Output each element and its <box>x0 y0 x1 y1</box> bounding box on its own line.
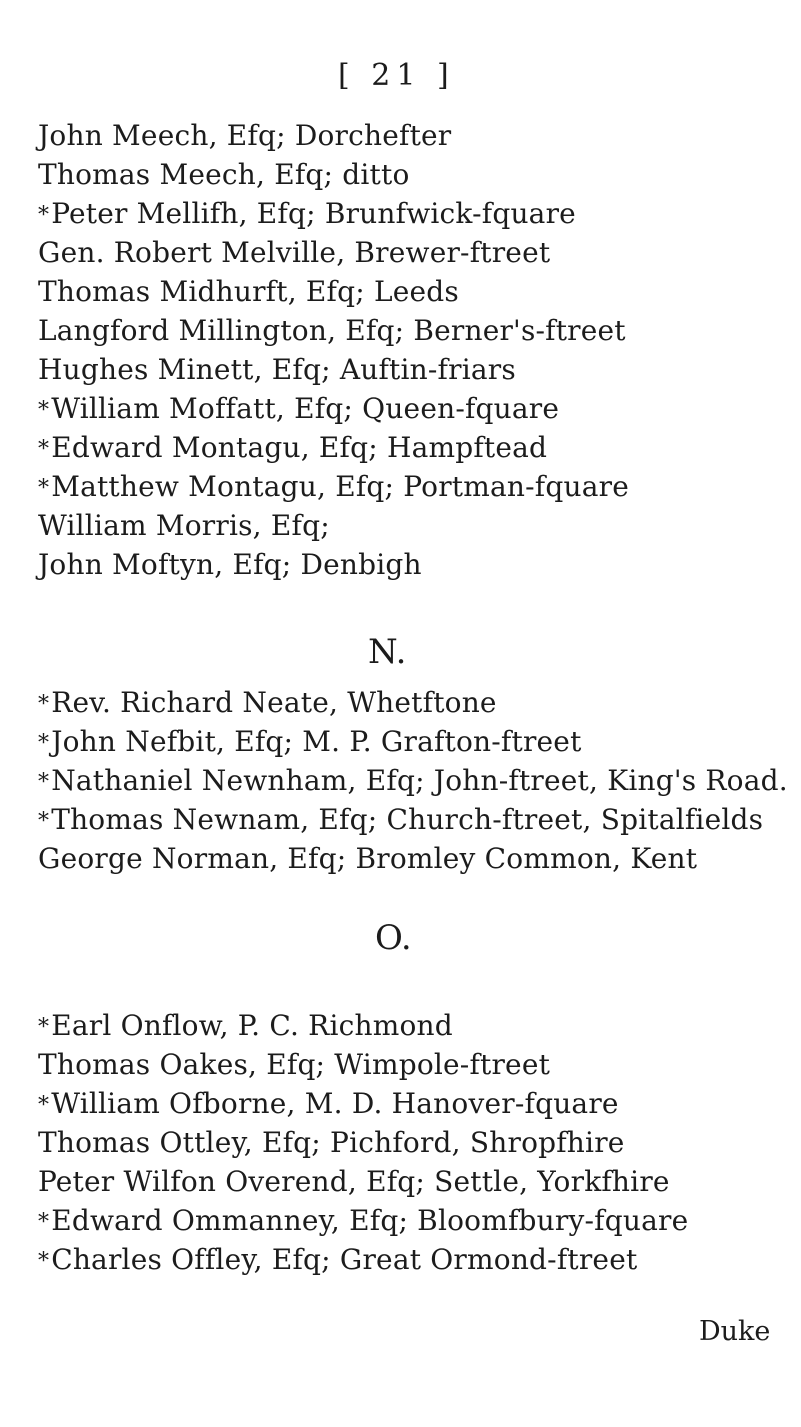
entry-text: Thomas Midhurft, Efq; Leeds <box>38 275 459 308</box>
asterisk-marker: * <box>38 770 50 795</box>
subscriber-entry <box>38 428 798 467</box>
section-heading-o: O. <box>375 918 412 958</box>
subscriber-entry <box>38 1006 798 1045</box>
asterisk-marker: * <box>38 1015 50 1040</box>
entry-text: Thomas Oakes, Efq; Wimpole-ftreet <box>38 1048 551 1081</box>
entry-text: Thomas Newnam, Efq; Church-ftreet, Spitalfields <box>51 803 764 836</box>
entry-text: Hughes Minett, Efq; Auftin-friars <box>38 353 516 386</box>
subscriber-entry <box>38 1162 798 1201</box>
entry-text: William Moffatt, Efq; Queen-fquare <box>51 392 560 425</box>
entry-text: John Nefbit, Efq; M. P. Grafton-ftreet <box>51 725 582 758</box>
subscriber-entry <box>38 467 798 506</box>
subscriber-entry <box>38 722 798 761</box>
catchword: Duke <box>699 1316 771 1347</box>
subscriber-entry <box>38 800 798 839</box>
entry-text: Edward Ommanney, Efq; Bloomfbury-fquare <box>51 1204 689 1237</box>
subscriber-entry <box>38 839 798 878</box>
section-m-list <box>38 116 798 584</box>
entry-text: Rev. Richard Neate, Whetftone <box>51 686 497 719</box>
subscriber-entry <box>38 1084 798 1123</box>
asterisk-marker: * <box>38 437 50 462</box>
subscriber-entry <box>38 1240 798 1279</box>
entry-text: Thomas Ottley, Efq; Pichford, Shropfhire <box>38 1126 625 1159</box>
entry-text: Langford Millington, Efq; Berner's-ftreet <box>38 314 626 347</box>
entry-text: Nathaniel Newnham, Efq; John-ftreet, King's Road. <box>51 764 788 797</box>
subscriber-entry <box>38 1123 798 1162</box>
subscriber-entry <box>38 116 798 155</box>
asterisk-marker: * <box>38 398 50 423</box>
asterisk-marker: * <box>38 476 50 501</box>
subscriber-entry <box>38 506 798 545</box>
subscriber-entry <box>38 683 798 722</box>
asterisk-marker: * <box>38 809 50 834</box>
asterisk-marker: * <box>38 1249 50 1274</box>
section-heading-n: N. <box>368 632 407 672</box>
asterisk-marker: * <box>38 731 50 756</box>
subscriber-entry <box>38 1201 798 1240</box>
entry-text: Edward Montagu, Efq; Hampftead <box>51 431 548 464</box>
asterisk-marker: * <box>38 1210 50 1235</box>
entry-text: John Moftyn, Efq; Denbigh <box>38 548 422 581</box>
subscriber-entry <box>38 350 798 389</box>
entry-text: Gen. Robert Melville, Brewer-ftreet <box>38 236 551 269</box>
asterisk-marker: * <box>38 203 50 228</box>
entry-text: Peter Mellifh, Efq; Brunfwick-fquare <box>51 197 576 230</box>
entry-text: Peter Wilfon Overend, Efq; Settle, Yorkfhire <box>38 1165 670 1198</box>
subscriber-entry <box>38 155 798 194</box>
subscriber-entry <box>38 194 798 233</box>
subscriber-entry <box>38 761 798 800</box>
entry-text: William Morris, Efq; <box>38 509 330 542</box>
entry-text: Thomas Meech, Efq; ditto <box>38 158 410 191</box>
subscriber-entry <box>38 311 798 350</box>
entry-text: John Meech, Efq; Dorchefter <box>38 119 452 152</box>
section-n-list <box>38 683 798 878</box>
subscriber-entry <box>38 233 798 272</box>
entry-text: Earl Onflow, P. C. Richmond <box>51 1009 453 1042</box>
entry-text: Charles Offley, Efq; Great Ormond-ftreet <box>51 1243 638 1276</box>
entry-text: Matthew Montagu, Efq; Portman-fquare <box>51 470 629 503</box>
asterisk-marker: * <box>38 1093 50 1118</box>
entry-text: William Ofborne, M. D. Hanover-fquare <box>51 1087 619 1120</box>
section-o-list <box>38 1006 798 1279</box>
subscriber-entry <box>38 1045 798 1084</box>
page-number: [ 21 ] <box>338 58 455 93</box>
entry-text: George Norman, Efq; Bromley Common, Kent <box>38 842 698 875</box>
asterisk-marker: * <box>38 692 50 717</box>
subscriber-entry <box>38 389 798 428</box>
subscriber-entry <box>38 272 798 311</box>
subscriber-entry <box>38 545 798 584</box>
